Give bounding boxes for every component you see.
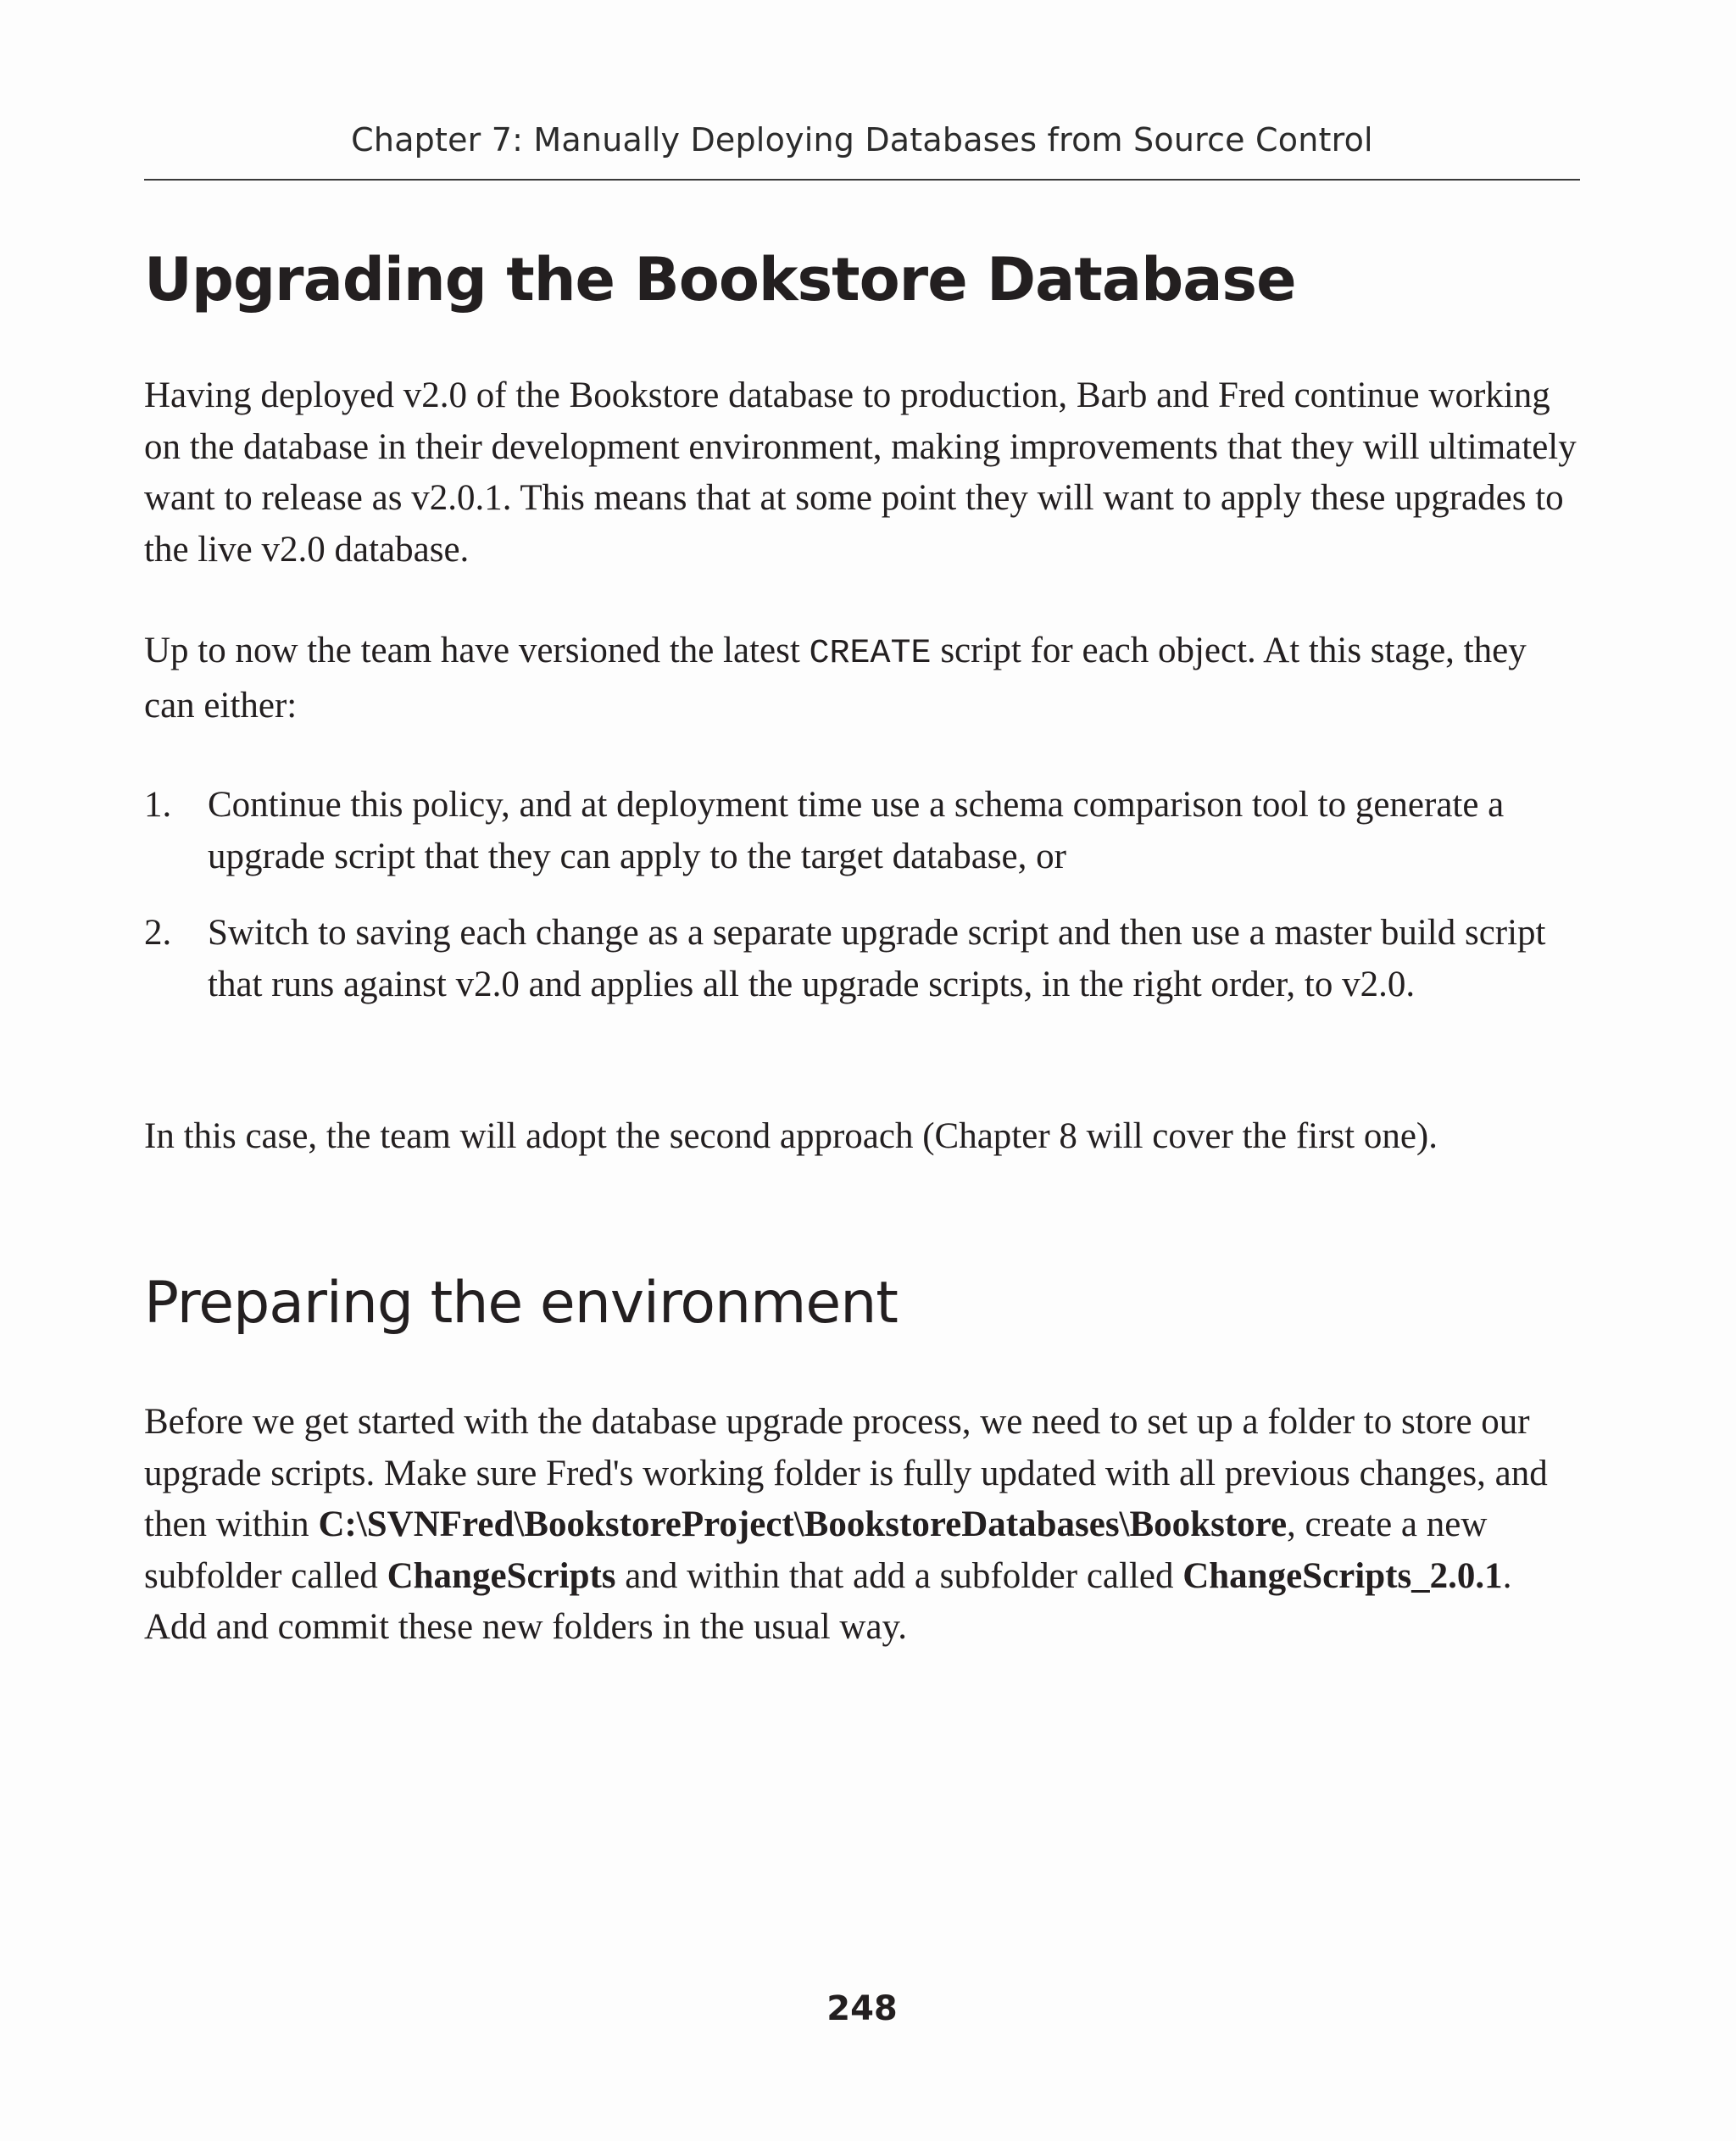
paragraph-approach: In this case, the team will adopt the second approach (Chapter 8 will cover the first one). <box>144 1116 1438 1156</box>
code-create: CREATE <box>809 635 932 673</box>
paragraph-intro: Having deployed v2.0 of the Bookstore database to production, Barb and Fred continue working on the database in their development environment, making improvements that they will ultimately want to release as v2.0.1. This means that at some point they will want to apply these upgrades to the live v2.0 database. <box>144 375 1577 570</box>
list-item-text: Continue this policy, and at deployment time use a schema comparison tool to generate a upgrade script that they can apply to the target database, or <box>208 785 1505 876</box>
list-item-text: Switch to saving each change as a separate upgrade script and then use a master build script that runs against v2.0 and applies all the upgrade scripts, in the right order, to v2.0. <box>208 913 1546 1004</box>
folder-name-changescripts-2-0-1: ChangeScripts_2.0.1 <box>1182 1555 1503 1596</box>
list-item <box>144 780 1580 882</box>
paragraph-preparing-text-2: , create a new subfolder called <box>144 1504 1488 1596</box>
page-number: 248 <box>826 1989 898 2028</box>
paragraph-options <box>144 626 1580 731</box>
options-list <box>144 780 1580 1036</box>
section-title-preparing: Preparing the environment <box>144 1270 898 1337</box>
folder-name-changescripts: ChangeScripts <box>387 1555 616 1596</box>
paragraph-options-text-2: script for each object. At this stage, they can either: <box>144 631 1527 726</box>
paragraph-preparing-text-4: . Add and commit these new folders in the usual way. <box>144 1555 1512 1647</box>
paragraph-preparing <box>144 1397 1580 1654</box>
section-title-upgrading: Upgrading the Bookstore Database <box>144 245 1296 314</box>
paragraph-preparing-text-1: Before we get started with the database upgrade process, we need to set up a folder to store our upgrade scripts. Make sure Fred's working folder is fully updated with all previous changes, and then within <box>144 1402 1548 1544</box>
list-item-number: 1. <box>144 785 172 825</box>
paragraph-options-text-1: Up to now the team have versioned the latest <box>144 631 810 670</box>
folder-path: C:\SVNFred\BookstoreProject\BookstoreDatabases\Bookstore <box>318 1504 1288 1544</box>
list-item <box>144 908 1580 1010</box>
paragraph-preparing-text-3: and within that add a subfolder called <box>615 1555 1183 1596</box>
list-item-number: 2. <box>144 913 172 953</box>
running-header: Chapter 7: Manually Deploying Databases from Source Control <box>144 114 1580 181</box>
